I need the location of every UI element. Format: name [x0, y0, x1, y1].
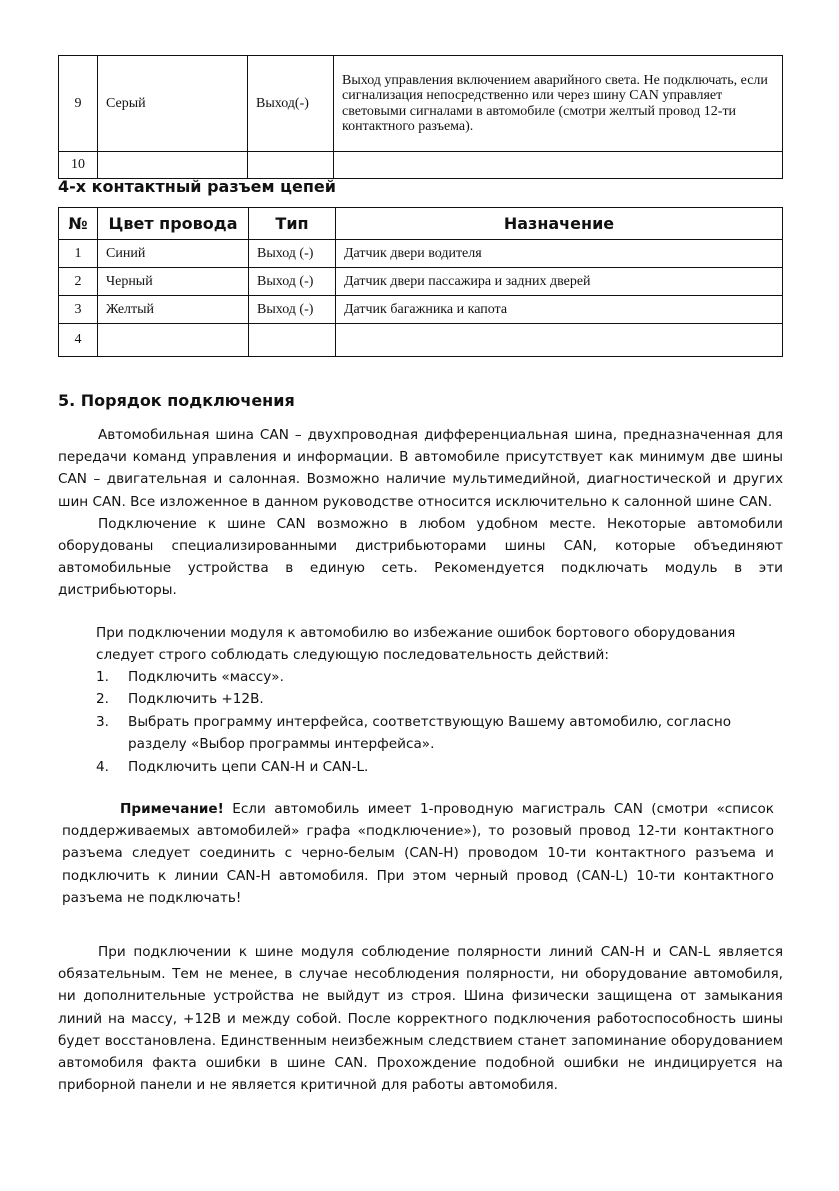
row-number: 9 [59, 56, 98, 152]
wire-purpose [334, 152, 783, 179]
connector-table-4pin [58, 207, 783, 357]
step-text: Подключить «массу». [128, 669, 284, 685]
note-label: Примечание! [120, 801, 224, 817]
wire-color [98, 324, 249, 357]
step-number: 4. [96, 758, 109, 775]
wire-color: Желтый [98, 296, 249, 324]
step-number: 2. [96, 691, 109, 708]
row-number: 1 [59, 240, 98, 268]
section-heading-4pin: 4-х контактный разъем цепей [58, 177, 336, 196]
step-text: Выбрать программу интерфейса, соответствующую Вашему автомобилю, согласно разделу «Выбор программы интерфейса». [128, 713, 732, 753]
header-purpose: Назначение [336, 208, 783, 240]
table-row [59, 152, 783, 179]
row-number: 2 [59, 268, 98, 296]
step-number: 1. [96, 669, 109, 685]
wire-color [98, 152, 248, 179]
wire-color: Черный [98, 268, 249, 296]
wire-type [249, 324, 336, 357]
list-item [96, 711, 776, 756]
table-row [59, 296, 783, 324]
wire-purpose [336, 324, 783, 357]
wire-purpose: Датчик двери пассажира и задних дверей [336, 268, 783, 296]
header-num: № [59, 208, 98, 240]
paragraph: При подключении к шине модуля соблюдение полярности линий CAN-H и CAN-L является обязательным. Тем не менее, в случае несоблюдения полярности, ни оборудование автомобиля, ни дополнительные устройства не выйдут из строя. Шина физически защищена от замыкания линий на массу, +12В и между собой. После корректного подключения работоспособность шины будет восстановлена. Единственным неизбежным следствием станет запоминание оборудованием автомобиля факта ошибки в шине CAN. Прохождение подобной ошибки не индицируется на приборной панели и не является критичной для работы автомобиля. [58, 944, 783, 1094]
list-item [96, 688, 776, 710]
wire-color: Серый [98, 56, 248, 152]
note-text: Если автомобиль имеет 1-проводную магистраль CAN (смотри «список поддерживаемых автомобилей» графа «подключение»), то розовый провод 12-ти контактного разъема следует соединить с черно-белым (CAN-H) проводом 10-ти контактного разъема и подключить к линии CAN-H автомобиля. При этом черный провод (CAN-L) 10-ти контактного разъема не подключать! [62, 801, 774, 906]
row-number: 4 [59, 324, 98, 357]
step-text: Подключить +12В. [128, 691, 264, 708]
table-header-row [59, 208, 783, 240]
paragraph-block-2 [58, 941, 783, 1096]
note-block [62, 798, 774, 909]
wire-purpose: Датчик двери водителя [336, 240, 783, 268]
paragraph-block-1 [58, 424, 783, 602]
table-row [59, 240, 783, 268]
wire-color: Синий [98, 240, 249, 268]
wire-type [248, 152, 334, 179]
section-heading-connection-order: 5. Порядок подключения [58, 391, 295, 410]
wire-type: Выход (-) [249, 296, 336, 324]
table-row [59, 56, 783, 152]
wire-purpose: Датчик багажника и капота [336, 296, 783, 324]
wire-type: Выход(-) [248, 56, 334, 152]
list-item [96, 756, 776, 778]
step-text: Подключить цепи CAN-H и CAN-L. [128, 758, 369, 775]
wire-purpose: Выход управления включением аварийного света. Не подключать, если сигнализация непосредственно или через шину CAN управляет световыми сигналами в автомобиле (смотри желтый провод 12-ти контактного разъема). [334, 56, 783, 152]
step-number: 3. [96, 713, 109, 730]
paragraph: Автомобильная шина CAN – двухпроводная дифференциальная шина, предназначенная для передачи команд управления и информации. В автомобиле присутствует как минимум две шины CAN – двигательная и салонная. Возможно наличие мультимедийной, диагностической и других шин CAN. Все изложенное в данном руководстве относится исключительно к салонной шине CAN. [58, 427, 783, 510]
row-number: 10 [59, 152, 98, 179]
steps-list [96, 666, 776, 778]
wire-type: Выход (-) [249, 240, 336, 268]
list-item [96, 666, 776, 688]
wire-type: Выход (-) [249, 268, 336, 296]
steps-intro: При подключении модуля к автомобилю во избежание ошибок бортового оборудования следует строго соблюдать следующую последовательность действий: [96, 625, 736, 663]
row-number: 3 [59, 296, 98, 324]
table-row [59, 324, 783, 357]
table-row [59, 268, 783, 296]
header-color: Цвет провода [98, 208, 249, 240]
header-type: Тип [249, 208, 336, 240]
paragraph: Подключение к шине CAN возможно в любом удобном месте. Некоторые автомобили оборудованы специализированными дистрибьюторами шины CAN, которые объединяют автомобильные устройства в единую сеть. Рекомендуется подключать модуль в эти дистрибьюторы. [58, 515, 783, 599]
connector-table-continued [58, 55, 783, 179]
